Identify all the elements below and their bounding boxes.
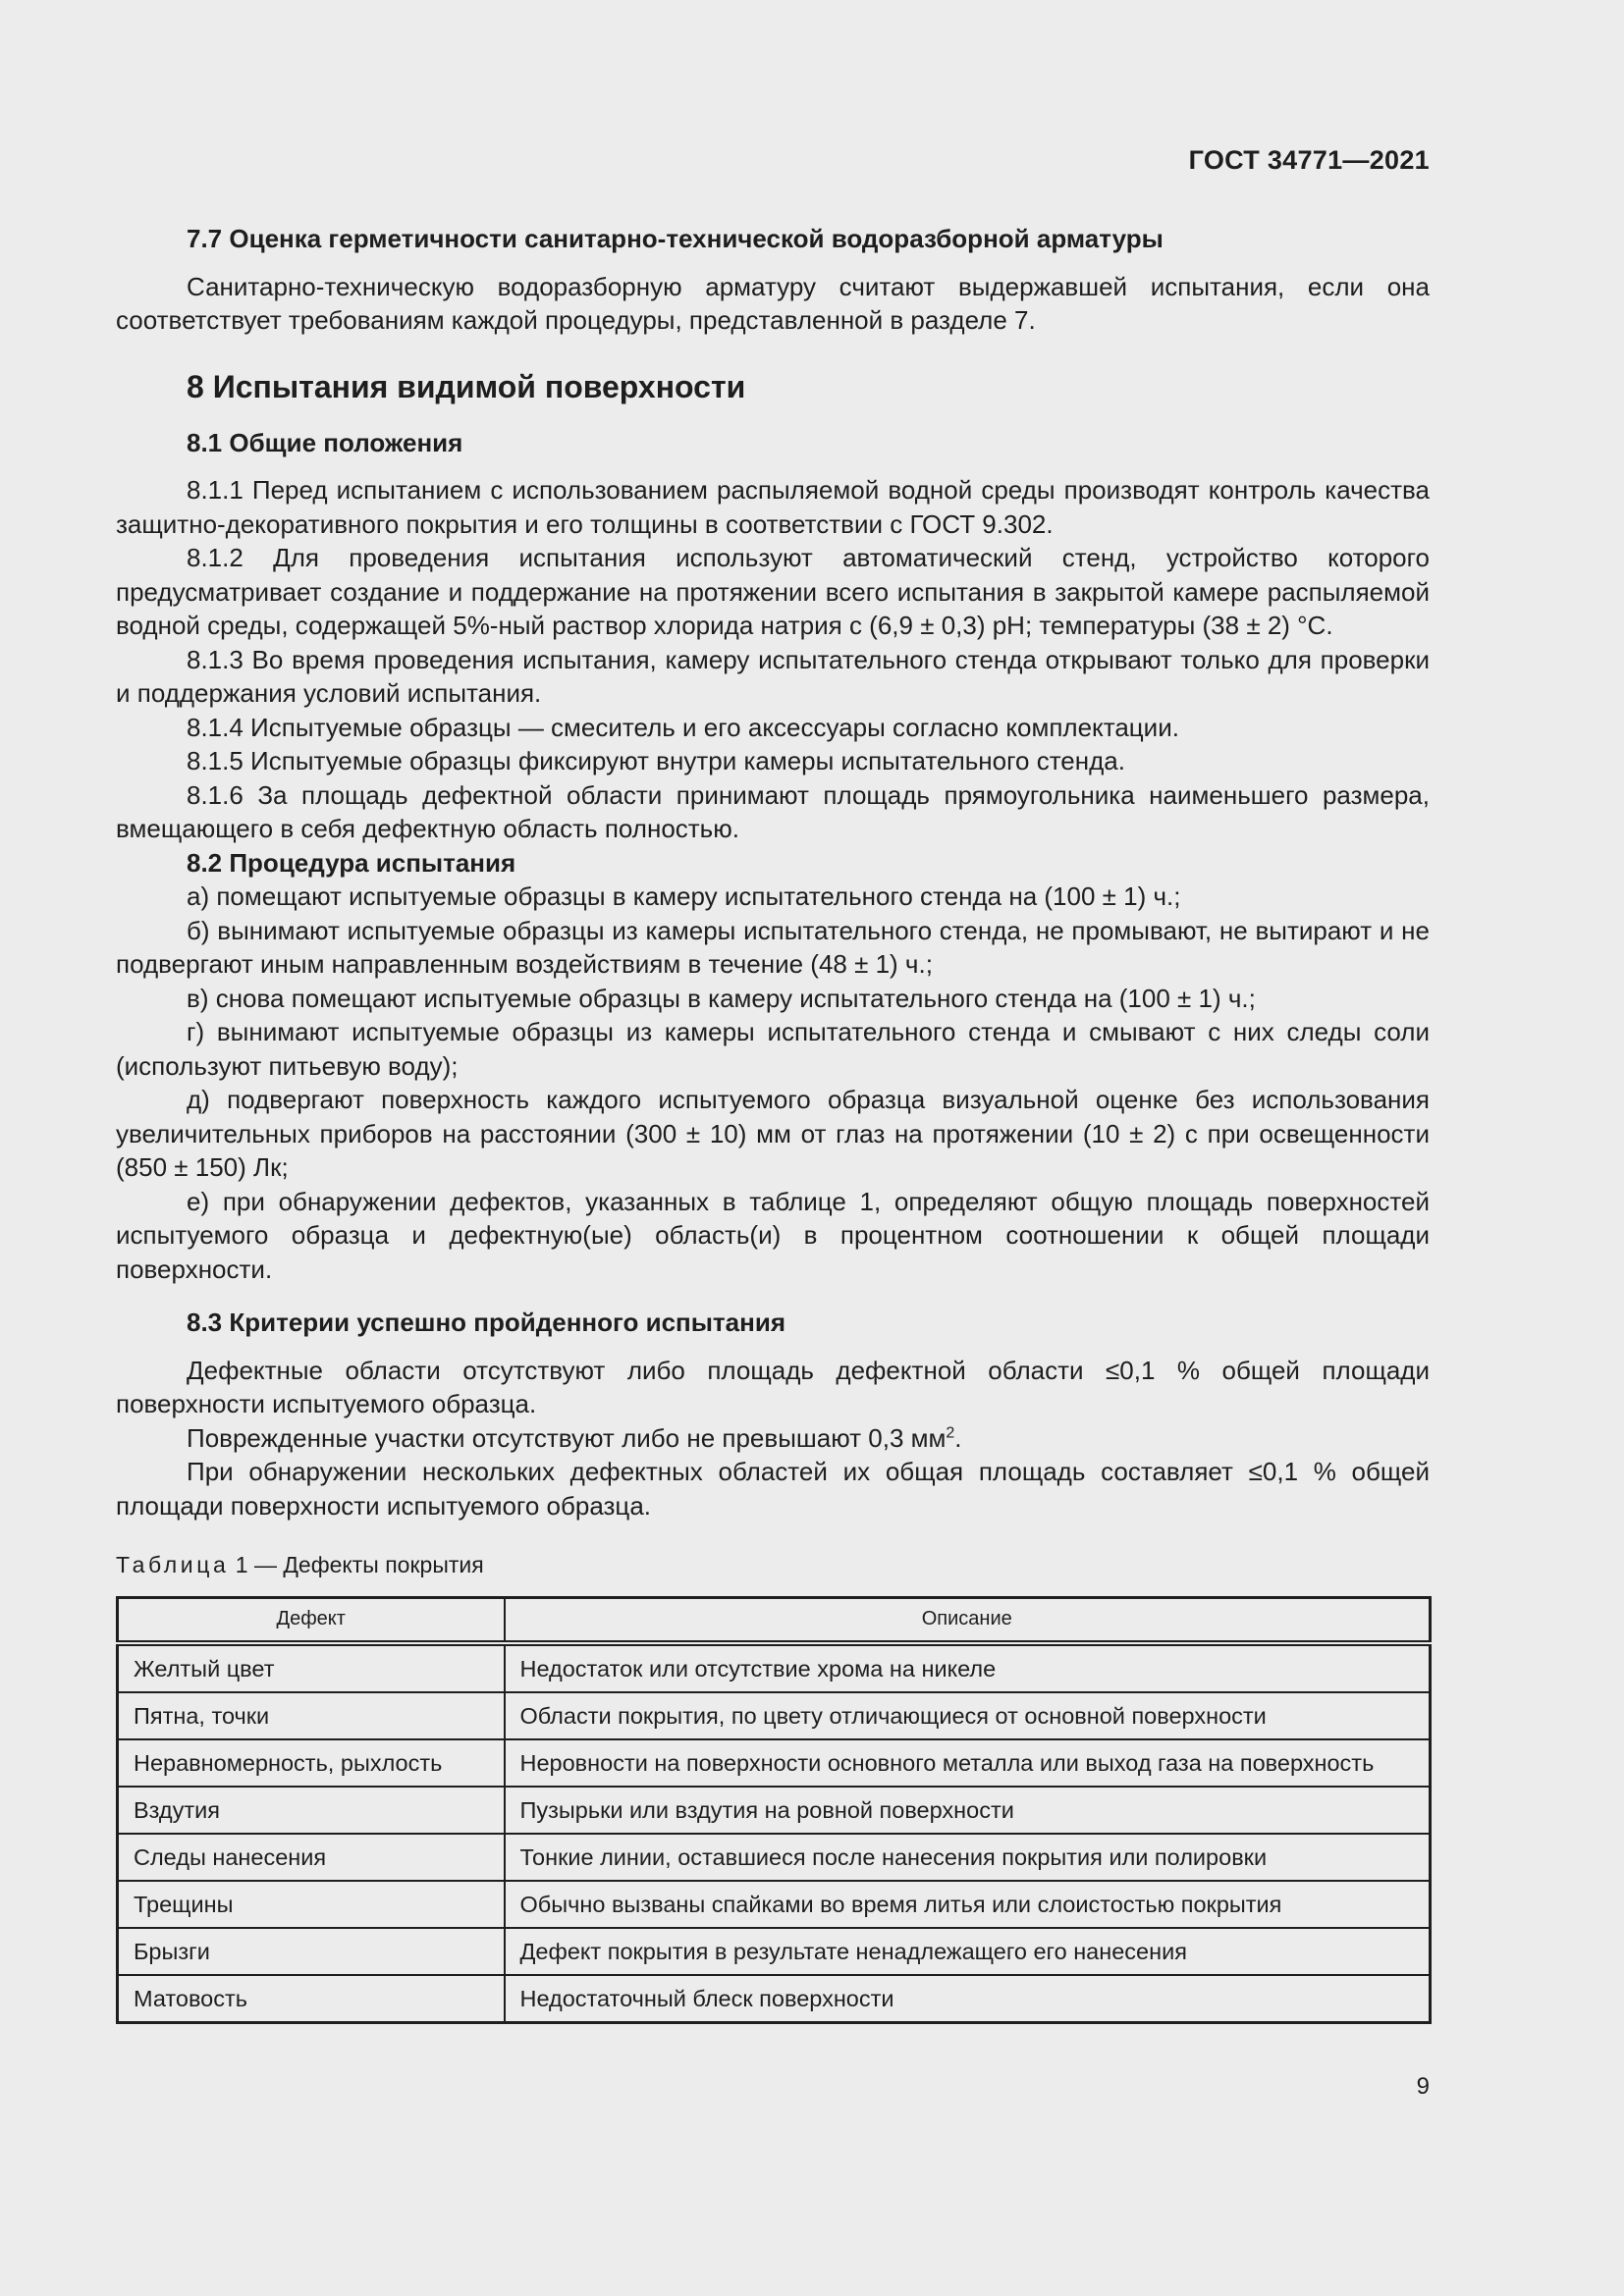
description-cell: Обычно вызваны спайками во время литья или слоистостью покрытия xyxy=(505,1881,1431,1928)
section-7-7-heading: 7.7 Оценка герметичности санитарно-технической водоразборной арматуры xyxy=(187,224,1164,253)
table-row xyxy=(118,1928,1431,1975)
standard-designation: ГОСТ 34771—2021 xyxy=(1188,145,1430,175)
clause-8-1-6: 8.1.6 За площадь дефектной области принимают площадь прямоугольника наименьшего размера, вмещающего в себя дефектную область полностью. xyxy=(116,779,1430,843)
criteria-paragraph-2-text: Поврежденные участки отсутствуют либо не превышают 0,3 мм xyxy=(187,1422,947,1453)
clause-8-1-5: 8.1.5 Испытуемые образцы фиксируют внутри камеры испытательного стенда. xyxy=(187,746,1125,775)
clause-8-1-3: 8.1.3 Во время проведения испытания, камеру испытательного стенда открывают только для проверки и поддержания условий испытания. xyxy=(116,644,1430,708)
description-cell: Недостаток или отсутствие хрома на никеле xyxy=(505,1643,1431,1692)
table-caption-title: 1 — Дефекты покрытия xyxy=(235,1552,484,1577)
defect-cell: Следы нанесения xyxy=(118,1834,505,1881)
defect-cell: Пятна, точки xyxy=(118,1692,505,1739)
table-caption xyxy=(116,1548,1430,1582)
defect-cell: Трещины xyxy=(118,1881,505,1928)
criteria-paragraph-2-end: . xyxy=(954,1422,962,1453)
defect-cell: Вздутия xyxy=(118,1787,505,1834)
description-cell: Недостаточный блеск поверхности xyxy=(505,1975,1431,2023)
table-row xyxy=(118,1787,1431,1834)
procedure-item-e: е) при обнаружении дефектов, указанных в таблице 1, определяют общую площадь поверхностей испытуемого образца и дефектную(ые) область(и) в процентном соотношении к общей площади поверхности. xyxy=(116,1186,1430,1284)
procedure-item-b: б) вынимают испытуемые образцы из камеры испытательного стенда, не промывают, не вытирают и не подвергают иным направленным воздействиям в течение (48 ± 1) ч.; xyxy=(116,915,1430,979)
table-row xyxy=(118,1834,1431,1881)
defect-cell: Неравномерность, рыхлость xyxy=(118,1739,505,1787)
defect-cell: Желтый цвет xyxy=(118,1643,505,1692)
criteria-paragraph-1: Дефектные области отсутствуют либо площадь дефектной области ≤0,1 % общей площади поверхности испытуемого образца. xyxy=(116,1355,1430,1418)
section-8-2-heading: 8.2 Процедура испытания xyxy=(187,847,516,878)
page-number: 9 xyxy=(1416,2073,1430,2100)
criteria-paragraph-2 xyxy=(116,1421,1430,1456)
column-header-description: Описание xyxy=(505,1597,1431,1643)
criteria-paragraph-3: При обнаружении нескольких дефектных областей их общая площадь составляет ≤0,1 % общей площади поверхности испытуемого образца. xyxy=(116,1457,1430,1521)
table-caption-word: Таблица xyxy=(116,1552,230,1577)
table-header-row xyxy=(118,1597,1431,1643)
table-row xyxy=(118,1881,1431,1928)
column-header-defect: Дефект xyxy=(118,1597,505,1643)
clause-8-1-4: 8.1.4 Испытуемые образцы — смеситель и его аксессуары согласно комплектации. xyxy=(187,712,1179,742)
defect-cell: Брызги xyxy=(118,1928,505,1975)
superscript-2: 2 xyxy=(946,1423,955,1441)
table-row xyxy=(118,1643,1431,1692)
defect-cell: Матовость xyxy=(118,1975,505,2023)
section-7-7-paragraph: Санитарно-техническую водоразборную арматуру считают выдержавшей испытания, если она соответствует требованиям каждой процедуры, представленной в разделе 7. xyxy=(116,271,1430,335)
section-8-heading: 8 Испытания видимой поверхности xyxy=(187,368,746,404)
clause-8-1-2: 8.1.2 Для проведения испытания используют автоматический стенд, устройство которого предусматривает создание и поддержание на протяжении всего испытания в закрытой камере распыляемой водной среды, содержащей 5%-ный раствор хлорида натрия с (6,9 ± 0,3) pH; температуры (38 ± 2) °С. xyxy=(116,543,1430,640)
description-cell: Неровности на поверхности основного металла или выход газа на поверхность xyxy=(505,1739,1431,1787)
description-cell: Дефект покрытия в результате ненадлежащего его нанесения xyxy=(505,1928,1431,1975)
table-row xyxy=(118,1975,1431,2023)
page-content xyxy=(116,222,1430,2024)
section-8-3-heading: 8.3 Критерии успешно пройденного испытания xyxy=(187,1308,785,1337)
section-8-1-heading: 8.1 Общие положения xyxy=(187,427,463,457)
clause-8-1-1: 8.1.1 Перед испытанием с использованием распыляемой водной среды производят контроль качества защитно-декоративного покрытия и его толщины в соответствии с ГОСТ 9.302. xyxy=(116,475,1430,539)
procedure-item-v: в) снова помещают испытуемые образцы в камеру испытательного стенда на (100 ± 1) ч.; xyxy=(187,983,1256,1013)
defects-table xyxy=(116,1596,1432,2024)
table-row xyxy=(118,1739,1431,1787)
procedure-item-g: г) вынимают испытуемые образцы из камеры испытательного стенда и смывают с них следы соли (используют питьевую воду); xyxy=(116,1017,1430,1081)
procedure-item-d: д) подвергают поверхность каждого испытуемого образца визуальной оценке без использования увеличительных приборов на расстоянии (300 ± 10) мм от глаз на протяжении (10 ± 2) с при освещенности (850 ± 150) Лк; xyxy=(116,1085,1430,1182)
procedure-item-a: а) помещают испытуемые образцы в камеру испытательного стенда на (100 ± 1) ч.; xyxy=(187,881,1181,911)
table-row xyxy=(118,1692,1431,1739)
description-cell: Тонкие линии, оставшиеся после нанесения покрытия или полировки xyxy=(505,1834,1431,1881)
description-cell: Области покрытия, по цвету отличающиеся от основной поверхности xyxy=(505,1692,1431,1739)
description-cell: Пузырьки или вздутия на ровной поверхности xyxy=(505,1787,1431,1834)
